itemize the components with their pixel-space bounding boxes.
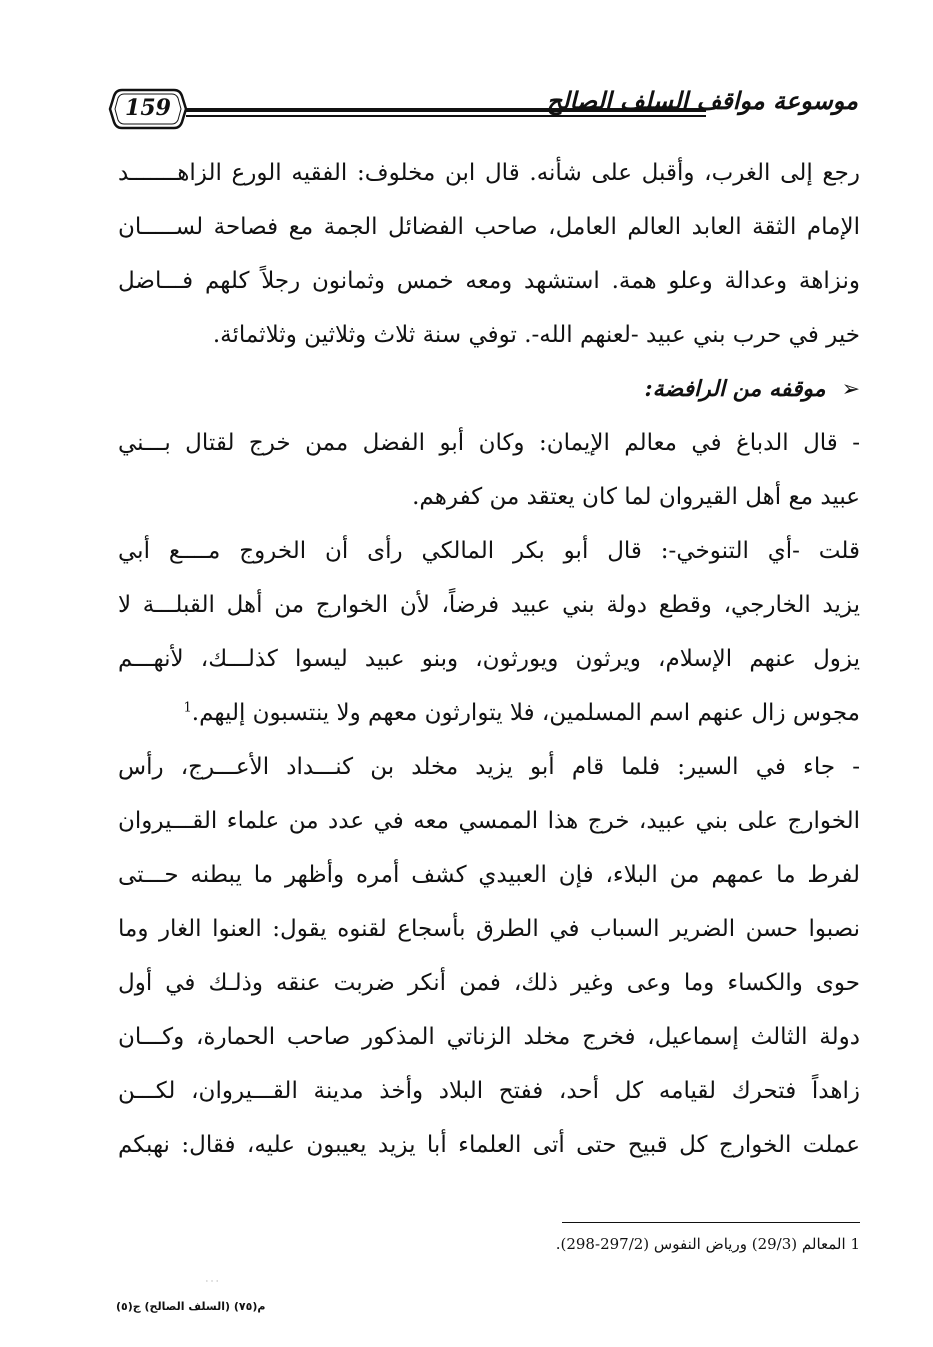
text-line: دولة الثالث إسماعيل، فخرج مخلد الزناتي المذكور صاحب الحمارة، وكـــان [118,1024,860,1050]
text-line: نصبوا حسن الضرير السباب في الطرق بأسجاع لقنوه يقول: العنوا الغار وما [118,916,860,942]
text-line: عملت الخوارج كل قبيح حتى أتى العلماء أبا يزيد يعيبون عليه، فقال: نهبكم [118,1132,860,1158]
text-line: يزيد الخارجي، وقطع دولة بني عبيد فرضاً، لأن الخوارج من أهل القبلـــة لا [118,592,860,618]
text-line: زاهداً فتحرك لقيامه كل أحد، ففتح البلاد وأخذ مدينة القـــيروان، لكـــن [118,1078,860,1104]
section-heading-text: موقفه من الرافضة: [644,376,826,402]
body-text [118,146,860,1172]
text-line: قلت -أي التنوخي-: قال أبو بكر المالكي رأى أن الخروج مــــع أبي [118,538,860,564]
arrow-bullet-icon: ➢ [841,377,860,402]
text-line: الإمام الثقة العابد العالم العامل، صاحب الفضائل الجمة مع فصاحة لســـــان [118,214,860,240]
paragraph-1 [118,146,860,362]
page-number-badge [108,86,188,132]
printer-signature: م(٧٥) (السلف الصالح) ج(٥) [116,1300,266,1313]
text-line: خير في حرب بني عبيد -لعنهم الله-. توفي سنة ثلاث وثلاثين وثلاثمائة. [212,322,860,348]
page-number: 159 [125,95,171,121]
text-line [118,686,860,740]
paragraph-2 [118,416,860,524]
paragraph-3 [118,524,860,740]
book-title: موسوعة مواقف السلف الصالح [546,86,858,115]
footnote-number: 1 [850,1235,860,1253]
text-line: عبيد مع أهل القيروان لما كان يعتقد من كفرهم. [412,484,860,510]
text-line: رجع إلى الغرب، وأقبل على شأنه. قال ابن مخلوف: الفقيه الورع الزاهـــــــد [118,160,860,186]
section-heading [118,362,860,416]
footnote-divider [562,1222,860,1223]
text-line: الخوارج على بني عبيد، خرج هذا الممسي معه في عدد من علماء القـــيروان [118,808,860,834]
paragraph-4 [118,740,860,1172]
text-line: ونزاهة وعدالة وعلو همة. استشهد ومعه خمس وثمانون رجلاً كلهم فـــاضل [118,268,860,294]
footnote-reference[interactable]: 1 [183,700,192,716]
text-line: - قال الدباغ في معالم الإيمان: وكان أبو الفضل ممن خرج لقتال بـــني [118,430,860,456]
footnote-text: المعالم (29/3) ورياض النفوس (297/2-298). [555,1235,846,1253]
text-line: حوى والكساء وما وعى وغير ذلك، فمن أنكر ضربت عنقه وذلـك في أول [118,970,860,996]
page-header [108,82,858,142]
text-line-content: مجوس زال عنهم اسم المسلمين، فلا يتوارثون معهم ولا ينتسبون إليهم. [191,700,860,726]
print-mark: · · · [205,1277,219,1286]
text-line: - جاء في السير: فلما قام أبو يزيد مخلد بن كنـــداد الأعـــرج، رأس [118,754,860,780]
footnote [400,1235,860,1253]
text-line: لفرط ما عمهم من البلاء، فإن العبيدي كشف أمره وأظهر ما يبطنه حـــتى [118,862,860,888]
text-line: يزول عنهم الإسلام، ويرثون ويورثون، وبنو عبيد ليسوا كذلـــك، لأنهـــم [118,646,860,672]
